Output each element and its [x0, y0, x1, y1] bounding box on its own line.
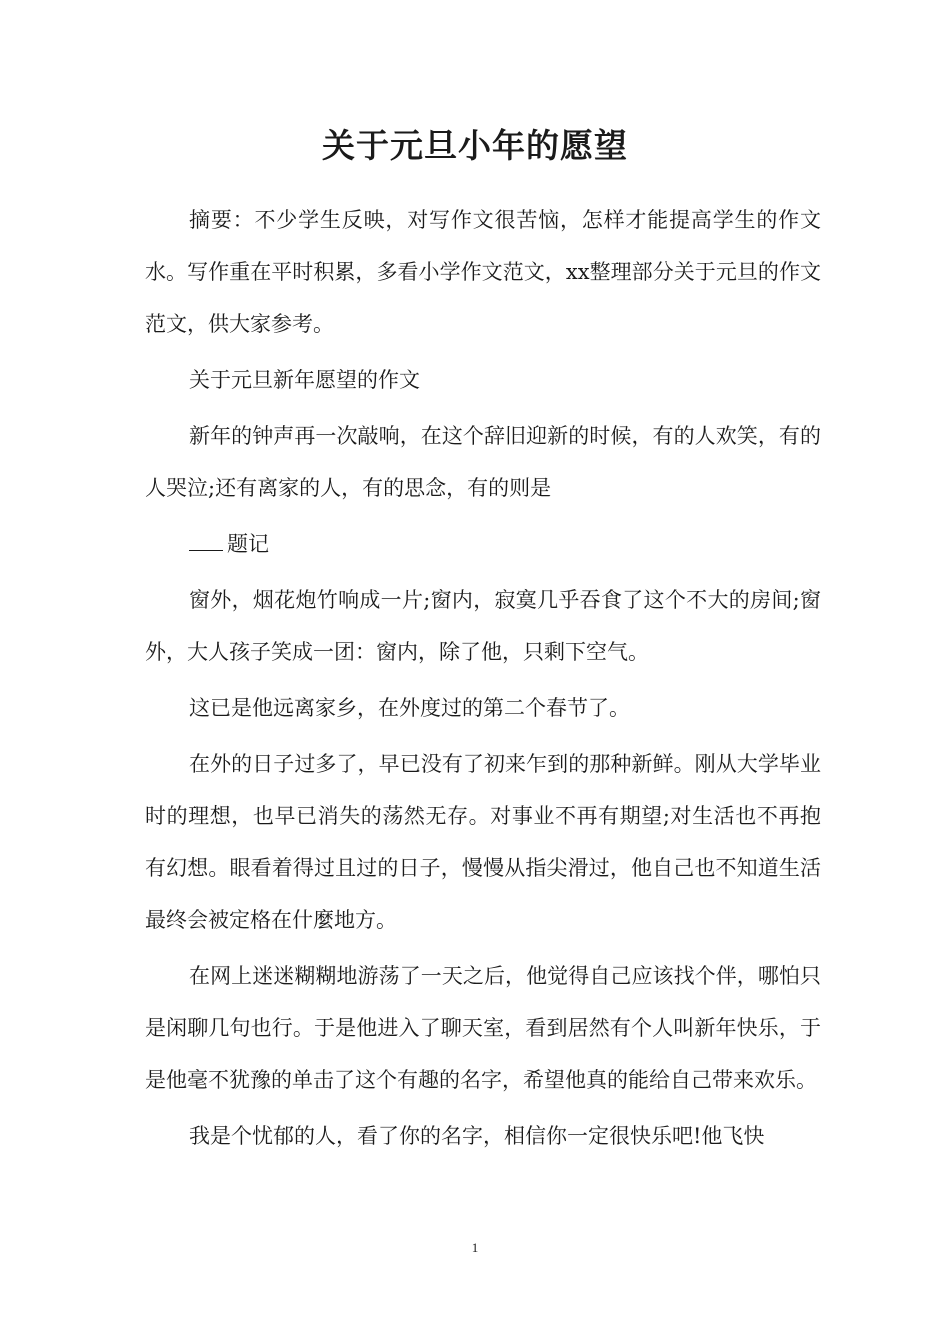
body-paragraph: 新年的钟声再一次敲响，在这个辞旧迎新的时候，有的人欢笑，有的人哭泣;还有离家的人，有的思念，有的则是	[145, 424, 821, 500]
body-paragraph: 我是个忧郁的人，看了你的名字，相信你一定很快乐吧!他飞快	[189, 1124, 765, 1148]
blank-underline	[189, 526, 223, 551]
epigraph-label: 题记	[227, 532, 269, 556]
abstract-paragraph: 摘要：不少学生反映，对写作文很苦恼，怎样才能提高学生的作文水。写作重在平时积累，多看小学作文范文，xx整理部分关于元旦的作文范文，供大家参考。	[145, 208, 821, 336]
body-paragraph: 窗外，烟花炮竹响成一片;窗内，寂寞几乎吞食了这个不大的房间;窗外，大人孩子笑成一团：窗内，除了他，只剩下空气。	[145, 588, 821, 664]
body-paragraph: 这已是他远离家乡，在外度过的第二个春节了。	[189, 696, 630, 720]
subtitle-paragraph: 关于元旦新年愿望的作文	[189, 368, 420, 392]
epigraph-line	[145, 518, 821, 570]
document-title: 关于元旦小年的愿望	[322, 126, 628, 165]
page-number: 1	[471, 1240, 479, 1255]
body-paragraph: 在网上迷迷糊糊地游荡了一天之后，他觉得自己应该找个伴，哪怕只是闲聊几句也行。于是他进入了聊天室，看到居然有个人叫新年快乐，于是他毫不犹豫的单击了这个有趣的名字，希望他真的能给自己带来欢乐。	[145, 964, 821, 1092]
body-paragraph: 在外的日子过多了，早已没有了初来乍到的那种新鲜。刚从大学毕业时的理想，也早已消失的荡然无存。对事业不再有期望;对生活也不再抱有幻想。眼看着得过且过的日子，慢慢从指尖滑过，他自己也不知道生活最终会被定格在什麼地方。	[145, 752, 821, 932]
document-body	[145, 194, 821, 1166]
